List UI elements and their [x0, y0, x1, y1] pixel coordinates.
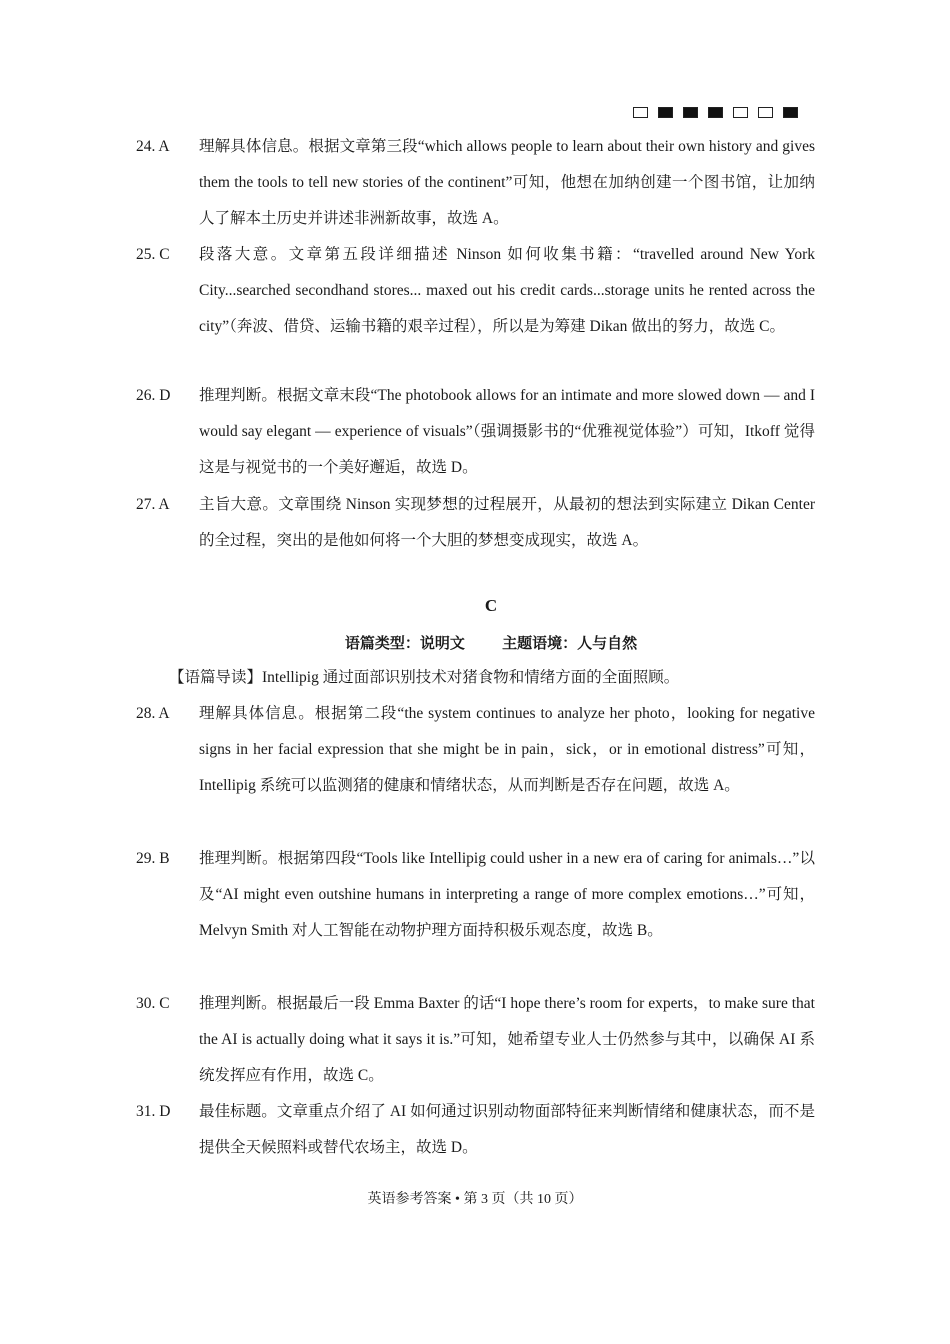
answer-number: 26. D [136, 387, 171, 404]
header-mark [683, 107, 698, 118]
answer-number: 28. A [136, 705, 170, 722]
reading-guide [169, 666, 829, 690]
section-type-line [0, 632, 950, 653]
answer-explanation: 理解具体信息。根据文章第三段“which allows people to learn about their own history and gives them the tools to tell new stories of the continent”可知，他想在加纳创建一个图书馆，让加纳人了解本土历史并讲述非洲新故事，故选 A。 [199, 138, 815, 227]
header-mark [708, 107, 723, 118]
text-type-label: 语篇类型：说明文 [344, 634, 465, 652]
header-mark [783, 107, 798, 118]
answer-explanation: 最佳标题。文章重点介绍了 AI 如何通过识别动物面部特征来判断情绪和健康状态，而不是提供全天候照料或替代农场主，故选 D。 [199, 1103, 815, 1156]
section-letter: C [484, 596, 498, 615]
header-marks [633, 107, 798, 118]
answer-number: 27. A [136, 496, 170, 513]
header-mark [633, 107, 648, 118]
header-mark [733, 107, 748, 118]
header-mark [658, 107, 673, 118]
answer-number: 29. B [136, 850, 170, 867]
answer-number: 24. A [136, 138, 170, 155]
guide-label: 【语篇导读】 [169, 669, 263, 686]
answer-number: 31. D [136, 1103, 171, 1120]
header-mark [758, 107, 773, 118]
answer-explanation: 主旨大意。文章围绕 Ninson 实现梦想的过程展开，从最初的想法到实际建立 Dikan Center 的全过程，突出的是他如何将一个大胆的梦想变成现实，故选 A。 [199, 496, 815, 549]
answer-explanation: 理解具体信息。根据第二段“the system continues to analyze her photo，looking for negative signs in her facial expression that she might be in pain，sick，or in emotional distress”可知，Intellipig 系统可以监测猪的健康和情绪状态，从而判断是否存在问题，故选 A。 [199, 705, 815, 794]
answer-explanation: 推理判断。根据第四段“Tools like Intellipig could usher in a new era of caring for animals…”以及“AI might even outshine humans in interpreting a range of more complex emotions…”可知，Melvyn Smith 对人工智能在动物护理方面持积极乐观态度，故选 B。 [199, 850, 815, 939]
page-footer: 英语参考答案 • 第 3 页（共 10 页） [367, 1192, 583, 1207]
guide-text: Intellipig 通过面部识别技术对猪食物和情绪方面的全面照顾。 [262, 669, 680, 686]
answer-number: 30. C [136, 995, 170, 1012]
answer-number: 25. C [136, 246, 170, 263]
answer-explanation: 推理判断。根据最后一段 Emma Baxter 的话“I hope there’s room for experts，to make sure that the AI is actually doing what it says it is.”可知，她希望专业人士仍然参与其中，以确保 AI 系统发挥应有作用，故选 C。 [199, 995, 815, 1084]
theme-label: 主题语境：人与自然 [502, 634, 638, 652]
answer-explanation: 段落大意。文章第五段详细描述 Ninson 如何收集书籍：“travelled around New York City...searched secondhand stores... maxed out his credit cards...storage units he rented across the city”（奔波、借贷、运输书籍的艰辛过程），所以是为筹建 Dikan 做出的努力，故选 C。 [199, 246, 815, 335]
answer-explanation: 推理判断。根据文章末段“The photobook allows for an intimate and more slowed down — and I would say elegant — experience of visuals”（强调摄影书的“优雅视觉体验”）可知，Itkoff 觉得这是与视觉书的一个美好邂逅，故选 D。 [199, 387, 815, 476]
